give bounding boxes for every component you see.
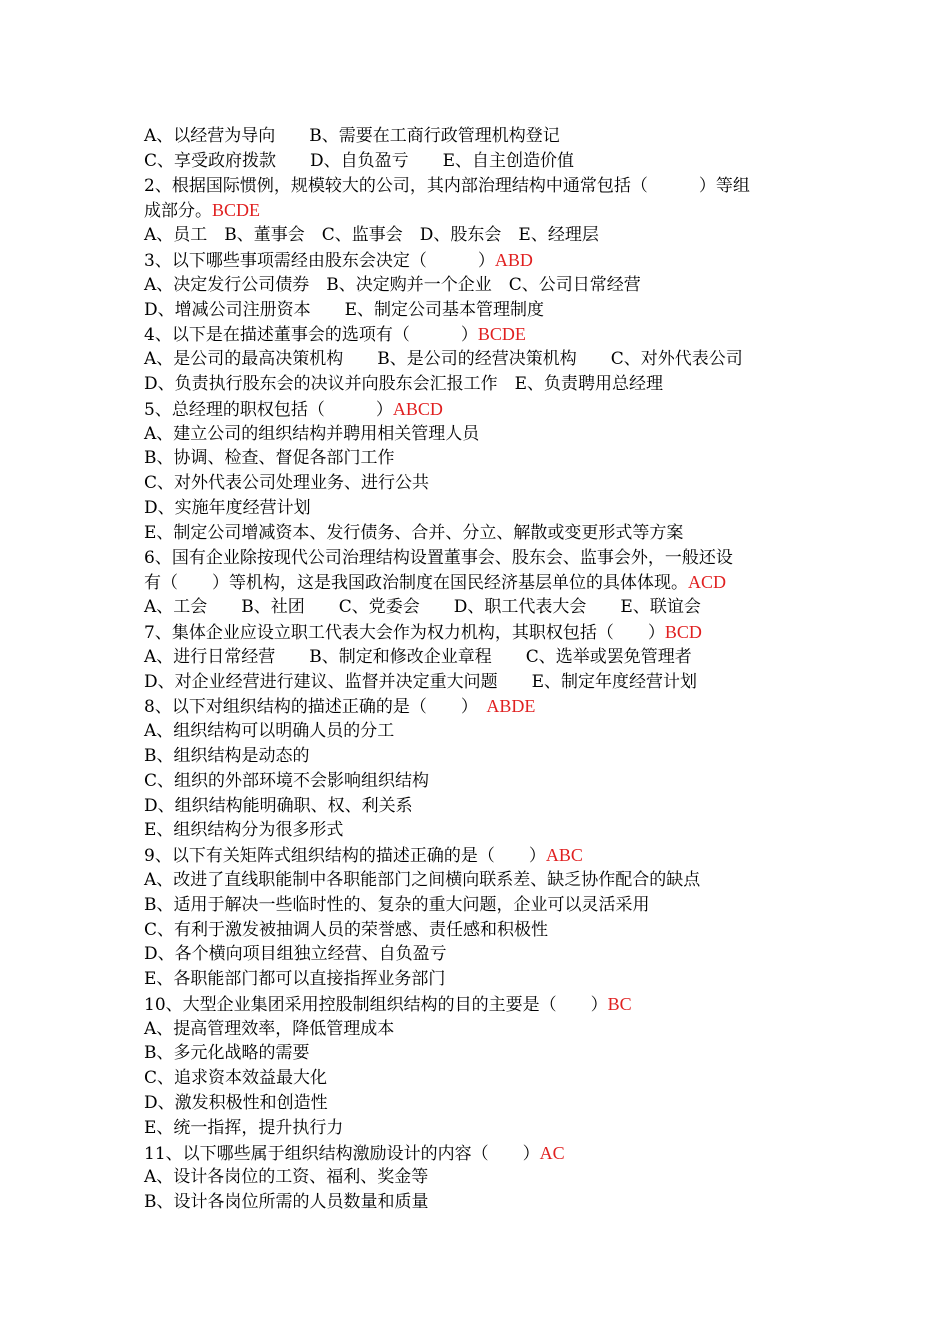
text-line (144, 174, 814, 199)
line-text: 4、以下是在描述董事会的选项有（ ） (144, 325, 478, 346)
text-line (144, 918, 814, 943)
line-text: 7、集体企业应设立职工代表大会作为权力机构，其职权包括（ ） (144, 622, 665, 643)
line-text: C、组织的外部环境不会影响组织结构 (144, 770, 430, 791)
line-text: A、改进了直线职能制中各职能部门之间横向联系差、缺乏协作配合的缺点 (144, 869, 701, 890)
text-line (144, 322, 814, 347)
text-line (144, 744, 814, 769)
text-line (144, 546, 814, 571)
line-text: A、设计各岗位的工资、福利、奖金等 (144, 1167, 429, 1188)
line-text: A、决定发行公司债券 B、决定购并一个企业 C、公司日常经营 (144, 274, 641, 295)
text-line (144, 1041, 814, 1066)
text-line (144, 620, 814, 645)
text-line (144, 843, 814, 868)
line-text: B、适用于解决一些临时性的、复杂的重大问题，企业可以灵活采用 (144, 894, 650, 915)
line-text: C、对外代表公司处理业务、进行公共 (144, 473, 430, 494)
text-line (144, 471, 814, 496)
line-text: E、制定公司增减资本、发行债务、合并、分立、解散或变更形式等方案 (144, 522, 684, 543)
text-line (144, 694, 814, 719)
line-text: 9、以下有关矩阵式组织结构的描述正确的是（ ） (144, 846, 546, 867)
line-text: C、追求资本效益最大化 (144, 1068, 328, 1089)
line-text: A、进行日常经营 B、制定和修改企业章程 C、选举或罢免管理者 (144, 646, 692, 667)
text-line (144, 670, 814, 695)
line-text: 10、大型企业集团采用控股制组织结构的目的主要是（ ） (144, 994, 608, 1015)
text-line (144, 223, 814, 248)
line-text: D、组织结构能明确职、权、利关系 (144, 795, 413, 816)
text-line (144, 397, 814, 422)
line-text: C、有利于激发被抽调人员的荣誉感、责任感和积极性 (144, 919, 549, 940)
line-text: B、协调、检查、督促各部门工作 (144, 448, 395, 469)
text-line (144, 645, 814, 670)
answer-key: AC (539, 1142, 565, 1163)
text-line (144, 992, 814, 1017)
text-line (144, 893, 814, 918)
text-line (144, 496, 814, 521)
text-line (144, 1190, 814, 1215)
line-text: B、组织结构是动态的 (144, 745, 310, 766)
text-line (144, 422, 814, 447)
line-text: 成部分。 (144, 201, 212, 222)
text-line (144, 446, 814, 471)
text-line (144, 1165, 814, 1190)
text-line (144, 967, 814, 992)
text-line (144, 1116, 814, 1141)
line-text: D、对企业经营进行建议、监督并决定重大问题 E、制定年度经营计划 (144, 671, 698, 692)
text-line (144, 372, 814, 397)
line-text: C、享受政府拨款 D、自负盈亏 E、自主创造价值 (144, 150, 575, 171)
line-text: E、各职能部门都可以直接指挥业务部门 (144, 969, 446, 990)
line-text: B、设计各岗位所需的人员数量和质量 (144, 1192, 429, 1213)
text-line (144, 1017, 814, 1042)
text-line (144, 818, 814, 843)
text-line (144, 1141, 814, 1166)
line-text: A、是公司的最高决策机构 B、是公司的经营决策机构 C、对外代表公司 (144, 349, 743, 370)
line-text: A、员工 B、董事会 C、监事会 D、股东会 E、经理层 (144, 225, 599, 246)
text-line (144, 868, 814, 893)
answer-key: BCDE (212, 200, 261, 221)
answer-key: BCD (664, 621, 702, 642)
line-text: 有（ ）等机构，这是我国政治制度在国民经济基层单位的具体体现。 (144, 573, 688, 594)
text-line (144, 149, 814, 174)
answer-key: BCDE (477, 324, 526, 345)
text-line (144, 273, 814, 298)
answer-key: ABDE (486, 696, 536, 717)
text-line (144, 595, 814, 620)
text-line (144, 521, 814, 546)
line-text: D、负责执行股东会的决议并向股东会汇报工作 E、负责聘用总经理 (144, 373, 664, 394)
text-line (144, 248, 814, 273)
line-text: E、统一指挥，提升执行力 (144, 1117, 344, 1138)
line-text: A、建立公司的组织结构并聘用相关管理人员 (144, 423, 480, 444)
line-text: A、以经营为导向 B、需要在工商行政管理机构登记 (144, 126, 560, 146)
text-line (144, 769, 814, 794)
text-line (144, 298, 814, 323)
line-text: A、组织结构可以明确人员的分工 (144, 721, 395, 742)
text-line (144, 942, 814, 967)
line-text: E、组织结构分为很多形式 (144, 820, 344, 841)
line-text: 5、总经理的职权包括（ ） (144, 399, 393, 420)
text-line (144, 124, 814, 149)
line-text: 8、以下对组织结构的描述正确的是（ ） (144, 697, 487, 718)
text-line (144, 794, 814, 819)
answer-key: ABD (494, 249, 533, 270)
text-line (144, 1091, 814, 1116)
answer-key: ACD (688, 572, 727, 593)
line-text: A、提高管理效率，降低管理成本 (144, 1018, 395, 1039)
line-text: 6、国有企业除按现代公司治理结构设置董事会、股东会、监事会外，一般还设 (144, 547, 733, 568)
text-line (144, 1066, 814, 1091)
text-line (144, 198, 814, 223)
line-text: B、多元化战略的需要 (144, 1043, 310, 1064)
document-page (144, 124, 814, 1215)
line-text: D、增减公司注册资本 E、制定公司基本管理制度 (144, 299, 545, 320)
line-text: D、实施年度经营计划 (144, 497, 311, 518)
text-line (144, 719, 814, 744)
line-text: 2、根据国际惯例，规模较大的公司，其内部治理结构中通常包括（ ）等组 (144, 175, 750, 196)
answer-key: ABC (545, 845, 583, 866)
line-text: A、工会 B、社团 C、党委会 D、职工代表大会 E、联谊会 (144, 597, 701, 618)
text-line (144, 347, 814, 372)
line-text: D、各个横向项目组独立经营、自负盈亏 (144, 944, 447, 965)
line-text: 11、以下哪些属于组织结构激励设计的内容（ ） (144, 1143, 540, 1164)
line-text: 3、以下哪些事项需经由股东会决定（ ） (144, 250, 495, 271)
text-line (144, 570, 814, 595)
answer-key: BC (607, 993, 632, 1014)
line-text: D、激发积极性和创造性 (144, 1093, 328, 1114)
answer-key: ABCD (392, 398, 443, 419)
